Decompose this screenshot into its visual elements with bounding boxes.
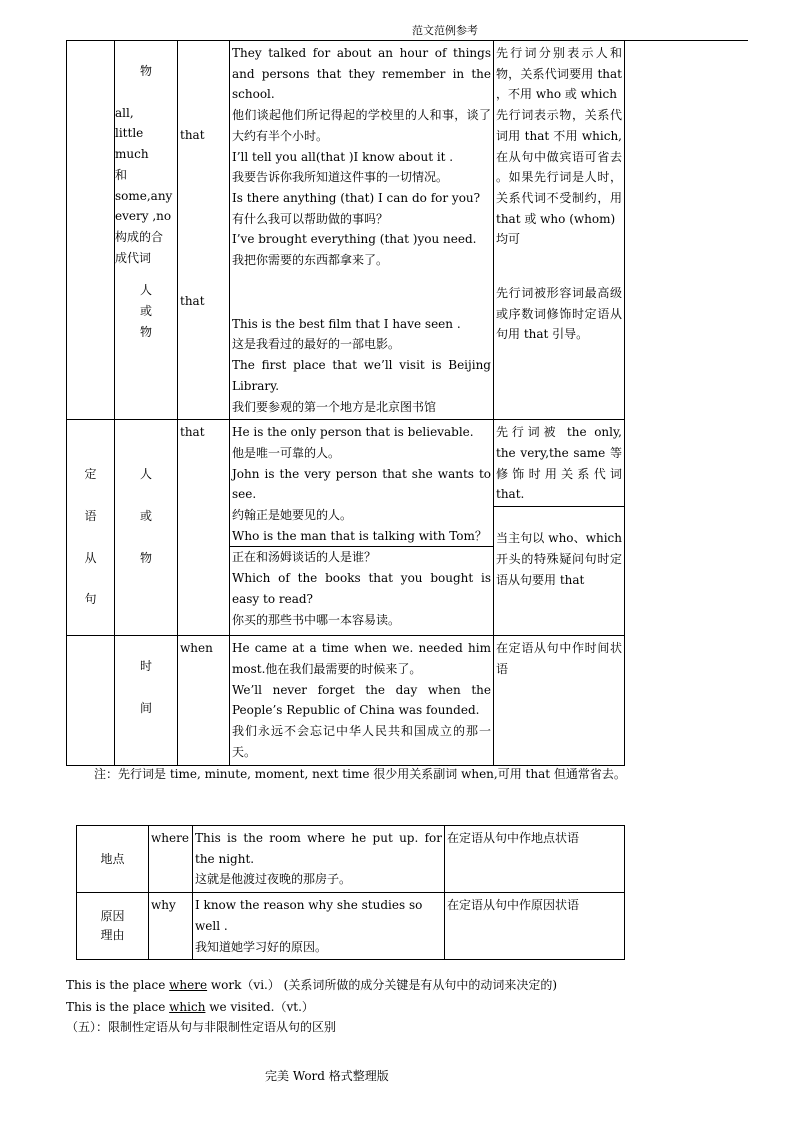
when-word: when [180,641,213,656]
example-text: I know the reason why she studies so well . [195,898,423,933]
notes-cell: 在定语从句中作地点状语 [445,826,625,893]
list-line: 正在和汤姆谈话的人是谁？ [232,550,377,565]
list-line: We’ll never forget the day when the People’s Republic of China was founded. [232,682,491,718]
adverb-table [76,825,625,960]
line-text: This is the place [66,1000,170,1014]
underlined-word: which [169,1000,206,1014]
example-list [232,422,491,546]
vertical-char: 间 [139,700,152,715]
blank-cell [67,636,115,766]
that-word: that [180,425,205,440]
example-text: This is the room where he put up. for the night. [195,831,442,866]
notes-cell: 在定语从句中作原因状语 [445,893,625,960]
notes-cell [494,420,625,636]
vertical-char: 从 [84,550,97,565]
underlined-word: where [169,978,208,992]
vertical-char: 人 [139,467,152,482]
note-text: 均可 [496,232,521,247]
list-line: He is the only person that is believable. [232,425,474,440]
vertical-char: 或 [139,508,152,523]
note-text: 先行词分别表示人和物，关系代词要用 that ，不用 who 或 which [496,46,622,102]
example-text: 这就是他渡过夜晚的那房子。 [195,872,352,887]
list-line: This is the best film that I have seen . [232,316,461,331]
word-cell [178,41,230,420]
type-cell [115,420,178,636]
list-line: every ,no [115,209,172,224]
clause-type-cell [67,420,115,636]
list-line: Which of the books that you bought is easy to read? [232,571,491,606]
example-line [66,998,766,1016]
antecedent-cell [115,41,178,420]
list-line: 约翰正是她要见的人。 [232,508,353,523]
note-text: 先行词被 the only, the very,the same 等修饰时用关系代词 that. [496,425,622,502]
vertical-char: 句 [84,592,97,607]
relative-clause-table [66,40,625,766]
example-line [66,976,766,994]
examples-cell [193,826,445,893]
that-word: that [180,128,205,142]
word-cell: where [149,826,193,893]
list-line: 你买的那些书中哪一本容易读。 [232,612,401,627]
vertical-char: 物 [139,550,152,565]
list-line: 他是唯一可靠的人。 [232,445,341,460]
note-text: 当主句以 who、which 开头的特殊疑问句时定语从句要用 that [496,531,622,587]
list-line: 或 [139,304,152,319]
type-cell [77,893,149,960]
type-cell: 地点 [77,826,149,893]
list-line: I’ve brought everything (that )you need. [232,232,477,247]
list-line: 我要告诉你我所知道这件事的一切情况。 [232,170,449,185]
type-label [115,420,177,568]
example-list [232,547,491,630]
list-line: 人 [139,283,152,298]
vertical-char: 定 [84,467,97,482]
type-cell [115,636,178,766]
list-line: I’ll tell you all(that )I know about it . [232,149,454,164]
list-line: 他们谈起他们所记得起的学校里的人和事，谈了大约有半个小时。 [232,108,491,143]
word-cell [178,420,230,636]
line-text: work（vi.） (关系词所做的成分关键是有从句中的动词来决定的) [207,978,558,992]
list-line: The first place that we’ll visit is Beijing Library. [232,358,491,393]
page-header: 范文范例参考 [412,24,478,37]
list-line: 我们要参观的第一个地方是北京图书馆 [232,399,437,414]
list-line: 成代词 [115,250,152,265]
word-cell: why [149,893,193,960]
example-list [232,43,491,271]
type-label: 原因理由 [100,909,125,943]
line-text: we visited.（vt.） [205,1000,314,1014]
that-word: that [180,293,205,308]
list-line: He came at a time when we. needed him most.他在我们最需要的时候来了。 [232,641,491,676]
antecedent-list [115,82,177,269]
notes-cell [494,41,625,420]
list-line: 构成的合 [115,229,164,244]
note-text: 先行词被形容词最高级或序数词修饰时定语从句用 that 引导。 [496,286,622,342]
list-line: little much [115,126,149,162]
list-line: 和 [115,167,128,182]
list-line: Who is the man that is talking with Tom？ [232,528,487,543]
list-line: all, [115,105,134,120]
list-line: some,any [115,188,173,203]
time-label [115,636,177,718]
word-cell [178,636,230,766]
example-list [232,314,491,418]
examples-cell [230,636,494,766]
thing-label: 物 [139,64,152,78]
example-text: 我知道她学习好的原因。 [195,939,328,954]
left-blank-cell [67,41,115,420]
clause-type-label [67,420,114,610]
vertical-char: 语 [84,508,97,523]
list-line: 我们永远不会忘记中华人民共和国成立的那一天。 [232,724,491,759]
note-text: 在定语从句中作时间状语 [496,641,622,676]
notes-cell [494,636,625,766]
example-list [232,638,491,762]
list-line: Is there anything (that) I can do for you? [232,190,481,205]
examples-cell [230,420,494,636]
person-or-thing-label [115,268,177,342]
list-line: They talked for about an hour of things and persons that they remember in the school. [232,46,491,102]
section-heading: （五）：限制性定语从句与非限制性定语从句的区别 [66,1020,337,1034]
examples-cell [193,893,445,960]
page-footer: 完美 Word 格式整理版 [265,1069,389,1083]
list-line: John is the very person that she wants to see. [232,466,491,502]
examples-cell [230,41,494,420]
list-line: 这是我看过的最好的一部电影。 [232,337,401,352]
list-line: 有什么我可以帮助做的事吗？ [232,211,389,226]
note-text: 先行词表示物，关系代词用 that 不用 which, 在从句中做宾语可省去 。如果先行词是人时，关系代词不受制约，用 that 或 who (whom) [496,108,622,226]
vertical-char: 时 [139,659,152,674]
list-line: 我把你需要的东西都拿来了。 [232,253,389,268]
line-text: This is the place [66,978,170,992]
footnote: 注：先行词是 time, minute, moment, next time 很少用关系副词 when,可用 that 但通常省去。 [94,767,626,781]
list-line: 物 [139,324,152,339]
